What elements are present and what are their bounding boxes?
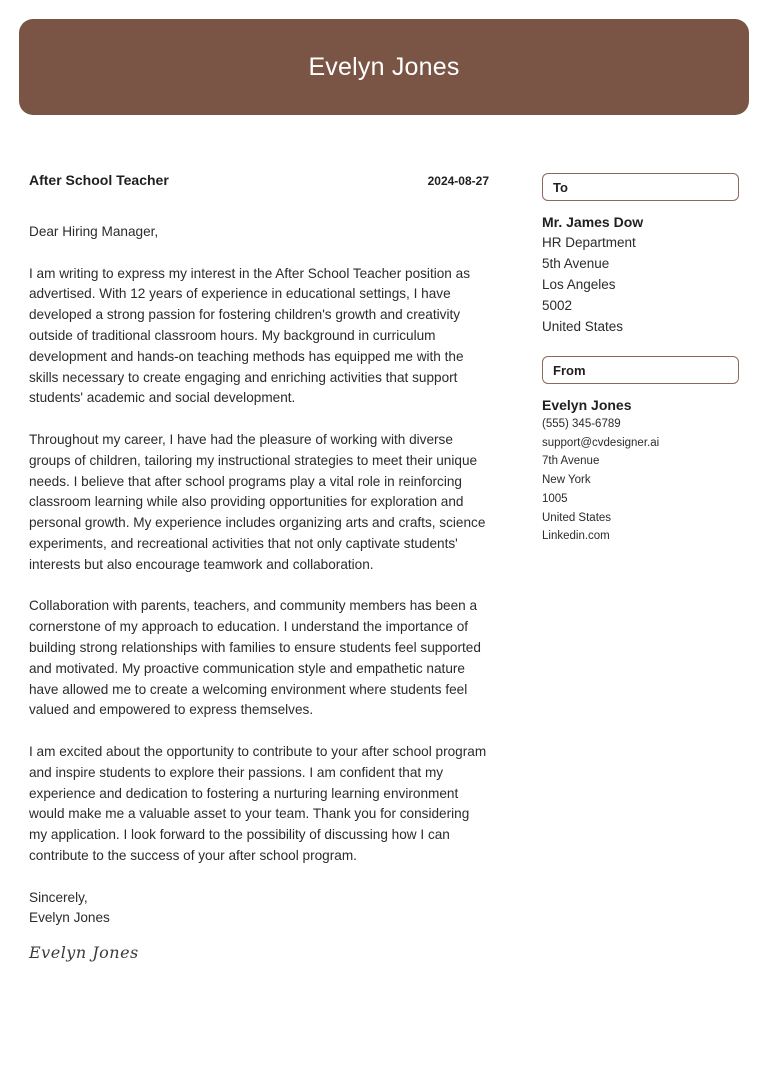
- address-sidebar: [542, 173, 739, 546]
- from-section-header: [542, 356, 739, 384]
- sender-country: United States: [542, 511, 612, 524]
- sender-email: support@cvdesigner.ai: [542, 436, 660, 449]
- recipient-postcode: 5002: [542, 298, 573, 313]
- closing-block: [29, 888, 489, 930]
- recipient-name: Mr. James Dow: [542, 214, 644, 230]
- to-label: To: [553, 179, 568, 195]
- paragraph-4: I am excited about the opportunity to contribute to your after school program and inspire students to explore their passions. I am confident that my experience and dedication to fostering a nurturing learning environment would make me a valuable asset to your team. Thank you for considering my application. I look forward to the possibility of discussing how I can contribute to the success of your after school program.: [29, 743, 487, 863]
- paragraph-2: Throughout my career, I have had the pleasure of working with diverse groups of children, tailoring my instructional strategies to meet their unique needs. I believe that after school programs play a vital role in reinforcing classroom learning while also providing opportunities for exploration and personal growth. My experience includes organizing arts and crafts, science experiments, and recreational activities that not only captivate students' interests but also encourage teamwork and collaboration.: [29, 431, 486, 572]
- recipient-country: United States: [542, 319, 624, 334]
- sender-name: Evelyn Jones: [542, 397, 632, 413]
- letter-date: 2024-08-27: [427, 174, 489, 188]
- handwritten-signature: Evelyn Jones: [29, 943, 139, 963]
- sender-street: 7th Avenue: [542, 455, 600, 468]
- from-label: From: [553, 362, 586, 378]
- recipient-department: HR Department: [542, 235, 636, 250]
- letter-body: [29, 172, 489, 962]
- to-section-header: [542, 173, 739, 201]
- sender-linkedin: Linkedin.com: [542, 530, 610, 543]
- header-banner: [19, 19, 749, 115]
- paragraph-1: I am writing to express my interest in the After School Teacher position as advertised. With 12 years of experience in educational settings, I have developed a strong passion for fostering children's growth and creativity outside of traditional classroom hours. My background in curriculum development and hands-on teaching methods has equipped me with the skills necessary to create engaging and enriching activities that support students' academic and social development.: [29, 265, 470, 406]
- closing-name: Evelyn Jones: [29, 910, 110, 926]
- paragraph-3: Collaboration with parents, teachers, and community members has been a cornerstone of my approach to education. I understand the importance of building strong relationships with families to ensure students feel supported and motivated. My proactive communication style and empathetic nature have allowed me to create a welcoming environment where students feel valued and empowered to express themselves.: [29, 598, 481, 718]
- sender-city: New York: [542, 474, 591, 487]
- letter-title-row: [29, 172, 489, 192]
- recipient-street: 5th Avenue: [542, 256, 610, 271]
- recipient-block: [542, 212, 739, 337]
- sender-postcode: 1005: [542, 492, 568, 505]
- closing-phrase: Sincerely,: [29, 889, 88, 905]
- job-title: After School Teacher: [29, 172, 169, 188]
- applicant-name: Evelyn Jones: [308, 52, 460, 81]
- salutation: Dear Hiring Manager,: [29, 224, 159, 239]
- sender-phone: (555) 345-6789: [542, 418, 621, 430]
- recipient-city: Los Angeles: [542, 277, 616, 292]
- sender-block: [542, 395, 739, 546]
